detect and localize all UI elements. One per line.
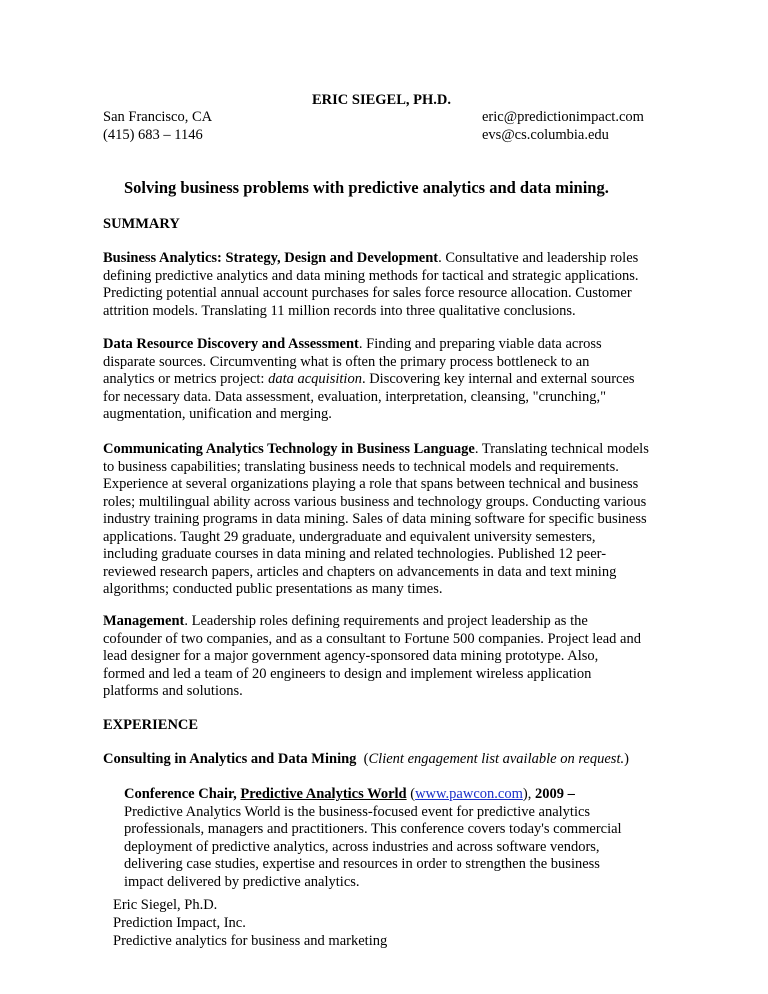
business-analytics-title: Business Analytics: Strategy, Design and Development — [103, 250, 439, 266]
summary-communicating-analytics: Communicating Analytics Technology in Business Language. Translating technical models to business capabilities; translating business needs to technical models and requirements. Experience at several organizations playing a role that spans between technical and business roles; multilingual ability across various business and technology groups. Conducting various industry training programs in data mining. Sales of data mining software for specific business applications. Taught 29 graduate, undergraduate and equivalent university semesters, including graduate courses in data mining and related technologies. Published 12 peer- reviewed research papers, articles and chapters on advancements in data and text mining algorithms; conducted public presentations as many times. — [103, 441, 649, 597]
contact-email-secondary: evs@cs.columbia.edu — [482, 127, 609, 143]
communicating-analytics-title: Communicating Analytics Technology in Business Language — [103, 441, 475, 457]
resume-tagline: Solving business problems with predictive analytics and data mining. — [124, 178, 609, 197]
conference-org: Predictive Analytics World — [240, 786, 407, 802]
summary-business-analytics: Business Analytics: Strategy, Design and Development. Consultative and leadership roles defining predictive analytics and data mining methods for tactical and strategic applications. Predicting potential annual account purchases for sales force resource allocation. Customer attrition models. Translating 11 million records into three qualitative conclusions. — [103, 250, 639, 319]
contact-city: San Francisco, CA — [103, 109, 213, 125]
data-resource-title: Data Resource Discovery and Assessment — [103, 336, 359, 352]
footer-tagline: Predictive analytics for business and marketing — [113, 933, 388, 949]
conference-role: Conference Chair, — [124, 786, 241, 802]
pawcon-link[interactable]: www.pawcon.com — [415, 786, 523, 802]
footer-name: Eric Siegel, Ph.D. — [113, 897, 218, 913]
contact-email-primary: eric@predictionimpact.com — [482, 109, 644, 125]
consulting-note: Client engagement list available on request. — [368, 751, 625, 767]
summary-data-resource: Data Resource Discovery and Assessment. Finding and preparing viable data across disparate sources. Circumventing what is often the primary process bottleneck to an analytics or metrics project: data acquisition. Discovering key internal and external sources for necessary data. Data assessment, evaluation, interpretation, cleansing, "crunching," augmentation, unification and merging. — [103, 336, 635, 422]
consulting-title: Consulting in Analytics and Data Mining — [103, 751, 357, 767]
consulting-line: Consulting in Analytics and Data Mining (Client engagement list available on request.) — [103, 751, 629, 767]
experience-heading: EXPERIENCE — [103, 717, 199, 733]
conference-chair-entry: Conference Chair, Predictive Analytics World (www.pawcon.com), 2009 – Predictive Analytics World is the business-focused event for predictive analytics professionals, managers and practitioners. This conference covers today's commercial deployment of predictive analytics, across industries and across software vendors, delivering case studies, expertise and resources in order to strengthen the business impact delivered by predictive analytics. — [124, 786, 622, 890]
contact-phone: (415) 683 – 1146 — [103, 127, 203, 143]
summary-heading: SUMMARY — [103, 216, 180, 232]
resume-name: ERIC SIEGEL, PH.D. — [312, 92, 451, 108]
conference-year: 2009 – — [534, 786, 575, 802]
summary-management: Management. Leadership roles defining requirements and project leadership as the cofounder of two companies, and as a consultant to Fortune 500 companies. Project lead and lead designer for a major government agency-sponsored data mining prototype. Also, formed and led a team of 20 engineers to design and implement wireless application platforms and solutions. — [103, 613, 641, 699]
footer-company: Prediction Impact, Inc. — [113, 915, 246, 931]
management-title: Management — [103, 613, 185, 629]
